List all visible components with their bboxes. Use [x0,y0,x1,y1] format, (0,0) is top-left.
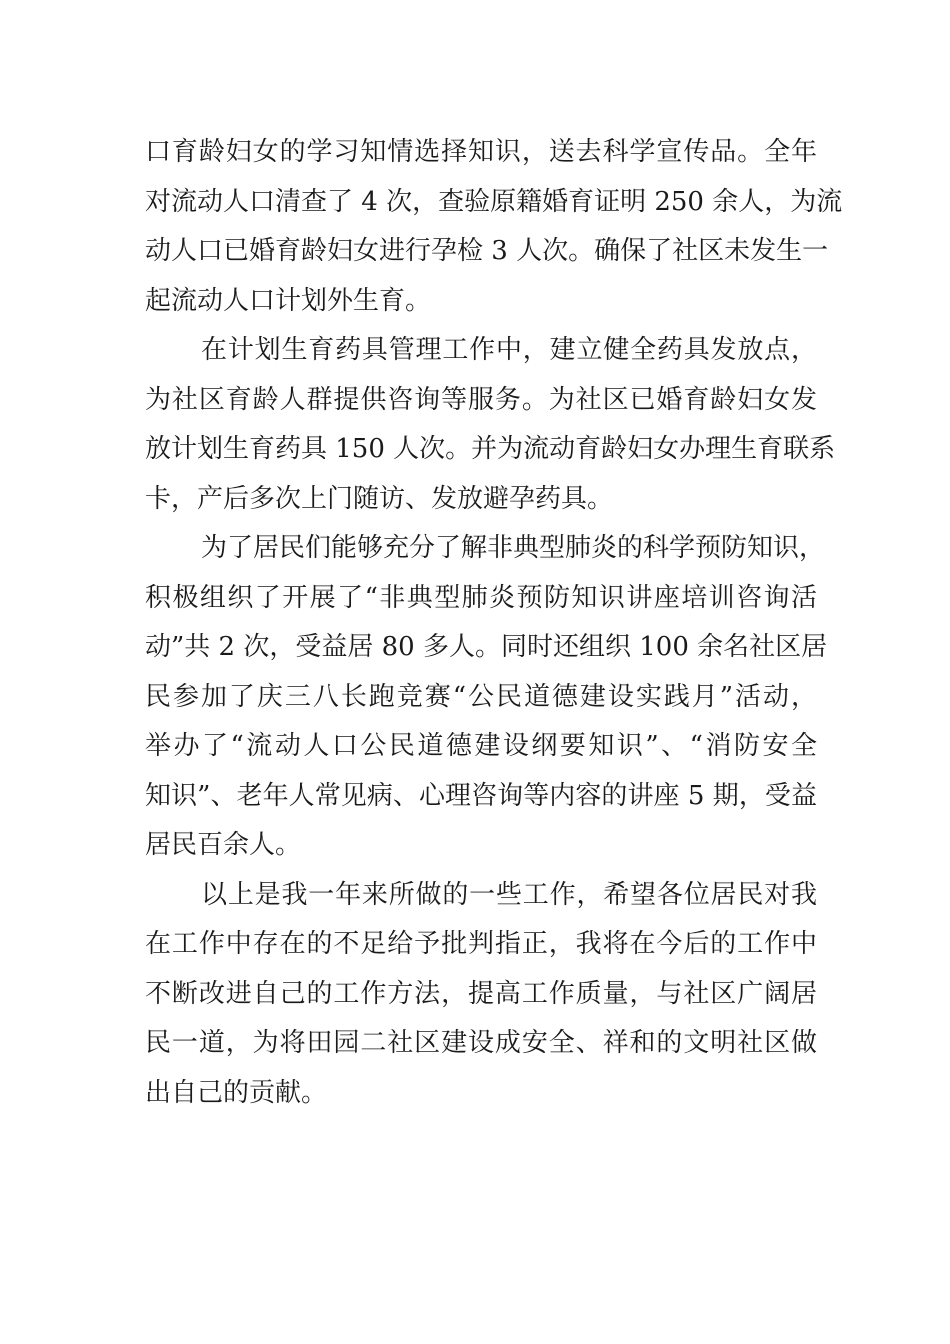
text-line: 知识”、老年人常见病、心理咨询等内容的讲座 5 期，受益 [145,780,817,811]
text-line: 口育龄妇女的学习知情选择知识，送去科学宣传品。全年 [145,137,817,167]
text-line: 动人口已婚育龄妇女进行孕检 3 人次。确保了社区未发生一 [145,236,829,266]
paragraph-4 [145,871,817,1119]
text-line: 在计划生育药具管理工作中，建立健全药具发放点， [201,335,817,365]
text-line: 举办了“流动人口公民道德建设纲要知识”、“消防安全 [145,731,817,761]
document-body [145,128,843,1118]
text-line: 居民百余人。 [145,830,302,860]
text-line: 对流动人口清查了 4 次，查验原籍婚育证明 250 余人，为流 [145,186,843,217]
text-line: 以上是我一年来所做的一些工作，希望各位居民对我 [201,879,817,910]
paragraph-1 [145,128,843,326]
text-line: 不断改进自己的工作方法，提高工作质量，与社区广阔居 [145,978,817,1009]
text-line: 民一道，为将田园二社区建设成安全、祥和的文明社区做 [145,1028,817,1058]
paragraph-3 [145,524,828,871]
text-line: 出自己的贡献。 [145,1077,328,1108]
text-line: 积极组织了开展了“非典型肺炎预防知识讲座培训咨询活 [145,582,817,613]
text-line: 动”共 2 次，受益居 80 多人。同时还组织 100 余名社区居 [145,632,828,662]
text-line: 放计划生育药具 150 人次。并为流动育龄妇女办理生育联系 [145,434,836,464]
text-line: 为社区育龄人群提供咨询等服务。为社区已婚育龄妇女发 [145,384,817,415]
paragraph-2 [145,326,836,524]
text-line: 民参加了庆三八长跑竞赛“公民道德建设实践月”活动， [145,681,817,712]
text-line: 卡，产后多次上门随访、发放避孕药具。 [145,483,614,514]
text-line: 为了居民们能够充分了解非典型肺炎的科学预防知识， [201,533,826,563]
text-line: 起流动人口计划外生育。 [145,285,432,316]
text-line: 在工作中存在的不足给予批判指正，我将在今后的工作中 [145,929,817,959]
